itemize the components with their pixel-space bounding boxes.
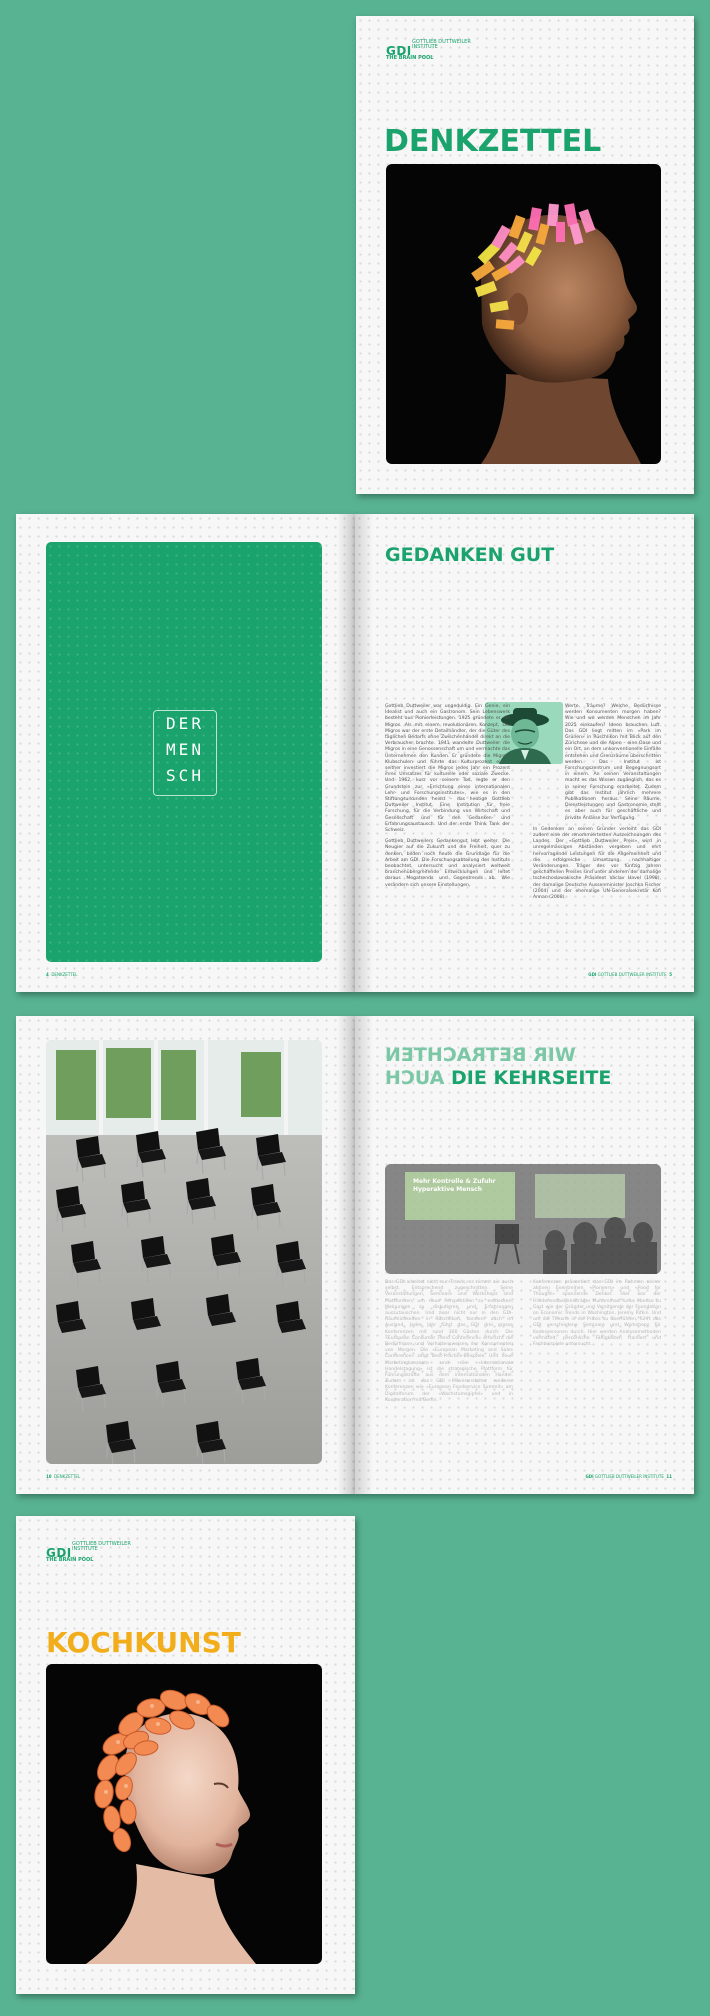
der-mensch-line-3: SCH [166,766,204,785]
cover-title: DENKZETTEL [384,124,602,159]
right-footer [588,972,672,977]
screen-text [413,1178,496,1194]
footer-label: DENKZETTEL [54,1474,81,1479]
gdi-mark: GDI [46,1546,72,1560]
screen-text-line: Mehr Kontrolle & Zufuhr [413,1178,496,1185]
footer-page-number: 5 [669,972,672,977]
spine-shadow [355,1016,373,1494]
spread1-column-right [533,704,661,901]
column-paragraph: Gottlieb Duttweiler war ungeduldig. Ein Genie, ein Idealist und auch ein Gastronom. Sein Lebenswerk besteht aus Pionierleistungen. 1925 gründete er die Migros. Als mit einem revolutionären Konzept, Die Migros war der erste Detailhändler, der die Güter des täglichen Bedarfs ohne Zwischenhandel direkt an die Verbraucher brachte. 1941 wandelte Duttweiler die Migros in eine Genossenschaft um und vermachte das Unternehmen den Kunden. Er gründete die Migros-Klubschulen und führte das Kulturprozent ein – seither investiert die Migros jedes Jahr ein Prozent ihres Umsatzes für kulturelle oder soziale Zwecke. Und 1962, kurz vor seinem Tod, legte er den Grundstein zur «Errichtung eines internationalen Lehr- und Forschungsinstitutes», wie es in den Stiftungsurkunden heisst – das heutige Gottlieb Duttweiler Institut. Eine Institution für freie Forschung, für die Verbindung von Wirtschaft und Gesellschaft und für den Gedanken- und Erfahrungsaustausch. Und der erste Think Tank der Schweiz. [385,704,510,834]
der-mensch-line-2: MEN [166,740,204,759]
spread1-left-page [16,514,355,992]
column-paragraph: Das GDI arbeitet nicht nur Trends, es nimmt sie auch selbst. Entsprechend zugeschnitten. Seine Veranstaltungen, Seminare und Workshops sind Plattformen, um neue Perspektiven zu entdecken, Meinungen zu diskutieren und Erfahrungen auszutauschen. Und zwar nicht nur in den GDI-Räumlichkeiten in Rüschlikon, sondern auch im Ausland. Jedes Jahr führt das GDI drei grosse Konferenzen mit rund 300 Gästen durch: Die «European Consumer Trend Conference» erforscht die Bedürfnisse und Verhaltensweisen der Konsumenten von Morgen. Die «European Marketing and Sales Conference» zeigt Best-Practice-Beispiele. Und neue Marketingkonzepte und die «Internationale Handelstagung» ist die strategische Plattform für Führungskräfte aus dem internationalen Handel. Zudem ist das GDI Mitveranstalter weiterer Konferenzen wie «European Foodservice Summit» am Digitalforum der «Wachstumsgipfel» und in Kooperation mit Berlin. [385,1280,513,1403]
gdi-mark: GDI [386,44,412,58]
shrimp-head-illustration [46,1664,322,1964]
chairs-photo [46,1040,322,1464]
spread1-column-left [385,704,510,889]
footer-label: GOTTLIEB DUTTWEILER INSTITUTE [594,1474,664,1479]
spine-shadow [337,514,355,992]
mirrored-title-line-1 [385,1044,611,1067]
footer-page-number: 10 [46,1474,52,1479]
conference-photo [385,1164,661,1274]
left-footer [46,1474,80,1479]
spread2-column-right [533,1280,661,1348]
gdi-logo [46,1541,131,1563]
spread2-left-page [16,1016,355,1494]
right-footer [586,1474,672,1479]
title-text-mirrored: WIR BETRACHTEN [385,1044,576,1066]
spread2-right-page [355,1016,694,1494]
title-line-2 [385,1067,611,1090]
column-paragraph: In Gedenken an seinen Gründer verleiht das GDI zudem eine der renommiertesten Auszeichnungen des Landes. Der «Gottlieb Duttweiler Preis» wird in unregelmässigen Abständen vergeben und ehrt hervorragende Leistungen für die Allgemeinheit und die erfolgreiche Umsetzung nachhaltiger Veränderungen. Träger des vor fünfzig Jahren geschaffenen Preises sind unter anderem der damalige tschechoslowakische Präsident Václav Havel (1998), der damalige Deutsche Aussenminister Joschka Fischer (2004) und der ehemalige UN-Generalsekretär Kofi Annan (2008). [533,826,661,901]
spine-shadow [337,1016,355,1494]
left-footer [46,972,77,977]
gdi-institute-name: GOTTLIEB DUTTWEILER INSTITUTE [72,1541,131,1552]
screen-text-line: Hyperaktive Mensch [413,1186,482,1193]
spine-shadow [355,514,373,992]
spread1-title: GEDANKEN GUT [385,544,555,566]
der-mensch-line-1: DER [166,714,204,733]
cover-kochkunst [16,1516,355,1994]
column-paragraph: Gottlieb Duttweilers Gedankengut lebt weiter. Die Neugier auf die Zukunft und die Freiheit, quer zu denken, bilden noch heute die Grundlage für die Arbeit am GDI. Die Forschungsabteilung des Instituts beobachtet, untersucht und analysiert weltweit branchenübergreifende Entwicklungen und leitet daraus Megatrends und Gegentrends ab. Wie verändern sich unsere Einstellungen, [385,839,510,888]
footer-page-number: 4 [46,972,49,977]
footer-brand: GDI [588,972,597,977]
gdi-logo [386,39,471,61]
gdi-tagline: THE BRAIN POOL [386,55,434,61]
footer-brand: GDI [585,1474,594,1479]
chairs-illustration [46,1040,322,1464]
footer-label: DENKZETTEL [51,972,78,977]
column-paragraph: Konferenzen präsentiert das GDI im Rahmen seiner aktiven Eventreihen «Pioneers» und «Food for Thought» spannende Denker. Hier war der Friedensnobelpreisträger Muhammad Yunus ebenso zu Gast wie der Gründer und Vorsitzende der Foundation on Economic Trends in Washington, Jeremy Rifkin. Und um die Theorie in die Praxis zu überführen, führt das GDI verschiedene Seminare und Workshops für Kaderpersonen durch. Hier werden Analysemethoden vermittelt, persönliche Fähigkeiten trainiert und Fachbeispiele untersucht. [533,1280,661,1348]
der-mensch-box [153,710,217,796]
head-sticky-notes-illustration [386,164,661,464]
spread2-column-left [385,1280,513,1404]
title-text: DIE KEHRSEITE [451,1067,612,1089]
cover-denkzettel [356,16,694,494]
footer-label: GOTTLIEB DUTTWEILER INSTITUTE [597,972,667,977]
gdi-tagline: THE BRAIN POOL [46,1557,94,1563]
gdi-institute-name: GOTTLIEB DUTTWEILER INSTITUTE [412,39,471,50]
footer-page-number: 11 [666,1474,672,1479]
spread2-title [385,1044,611,1090]
title-text-mirrored: AUCH [385,1067,445,1089]
cover-title: KOCHKUNST [46,1626,241,1659]
cover-photo-sticky-notes-head [386,164,661,464]
cover-photo-shrimp-head [46,1664,322,1964]
column-paragraph: Werte, Träume? Welche Bedürfnisse werden Konsumenten morgen haben? Wie und wo werden Menschen im Jahr 2025 einkaufen? Ideen brauchen Luft. Das GDI liegt mitten im «Park im Grünen» in Rüschlikon mit Blick auf den Zürichsee und die Alpen – eine Oase und ein Ort, an dem unkonventionelle Einfälle entstehen und Grenzräume überschritten werden. Das Institut ist Forschungszentrum und Begegnungsort in einem. An seinen Veranstaltungen macht es das Wissen zugänglich, das es in seiner Forschung erarbeitet. Zudem gibt das Institut jährlich mehrere Publikationen heraus. Seine Räume, Dienstleistungen und Gastronomie stellt es aber auch für geschäftliche und private Anlässe zur Verfügung. [565,704,661,821]
spread1-right-page [355,514,694,992]
